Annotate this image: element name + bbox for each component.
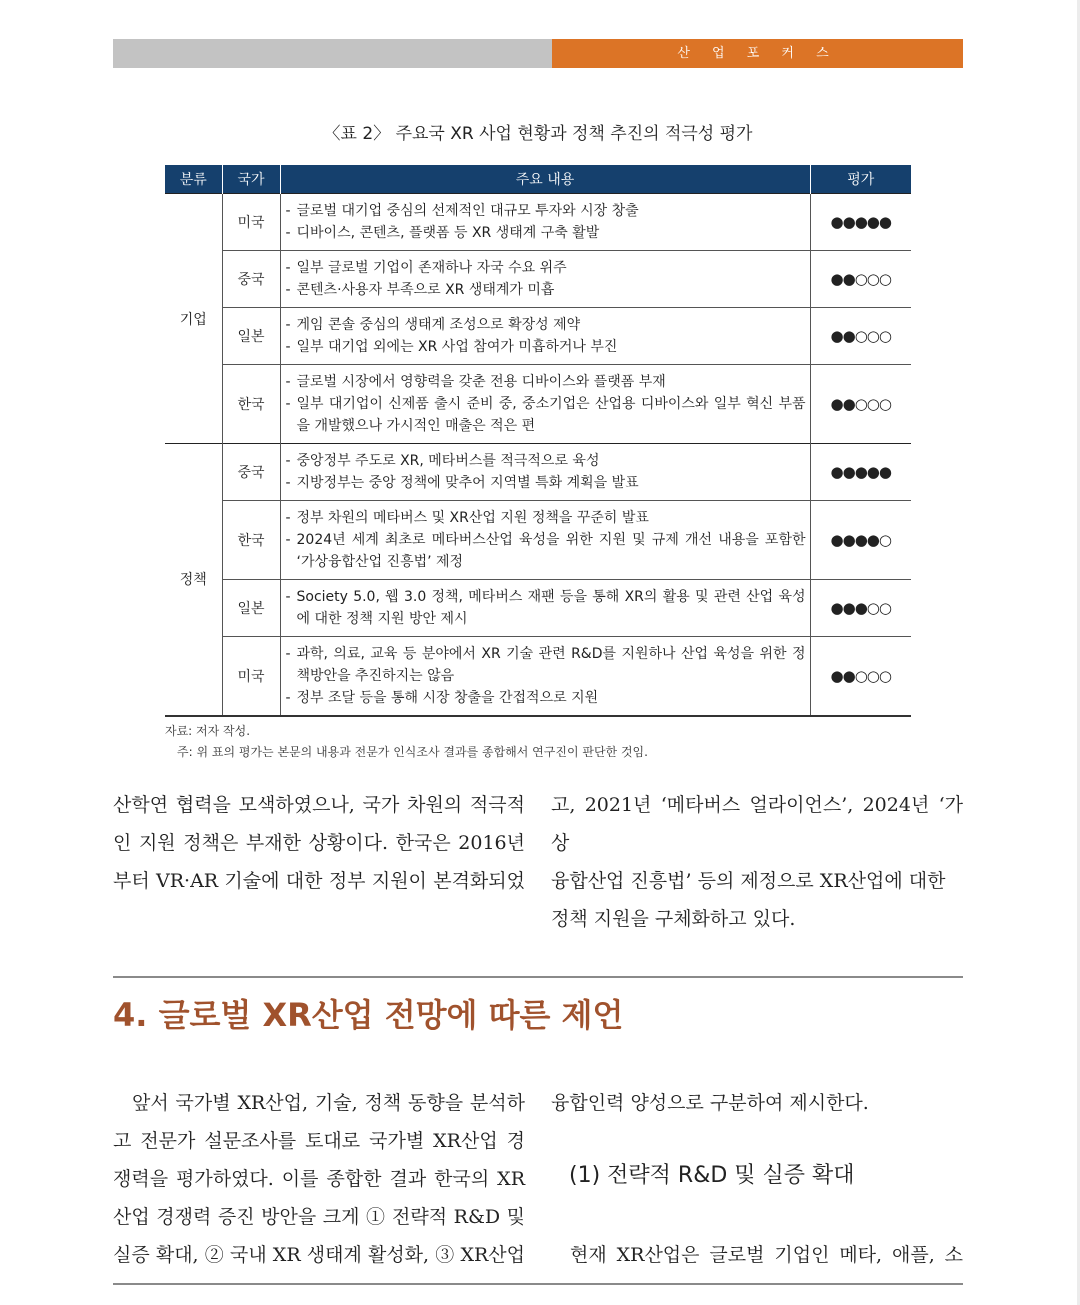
- rating-cell: ●●○○○: [810, 365, 911, 444]
- xr-evaluation-table: [165, 165, 911, 717]
- text-line: 현재 XR산업은 글로벌 기업인 메타, 애플, 소: [570, 1244, 963, 1266]
- section-divider: [113, 976, 963, 978]
- country-cell: 미국: [222, 637, 280, 716]
- content-cell: - 중앙정부 주도로 XR, 메타버스를 적극적으로 육성 - 지방정부는 중앙 정책에 맞추어 지역별 특화 계획을 발표: [280, 444, 810, 501]
- content-item: 글로벌 시장에서 영향력을 갖춘 전용 디바이스와 플랫폼 부재: [296, 374, 666, 390]
- table-row: [165, 251, 911, 308]
- content-item: 일부 글로벌 기업이 존재하나 자국 수요 위주: [296, 260, 567, 276]
- content-item: 일부 대기업이 신제품 출시 준비 중, 중소기업은 산업용 디바이스와 일부 혁신 부품을 개발했으나 가시적인 매출은 적은 편: [296, 396, 806, 434]
- content-cell: - 정부 차원의 메타버스 및 XR산업 지원 정책을 꾸준히 발표 - 2024년 세계 최초로 메타버스산업 육성을 위한 지원 및 규제 개선 내용을 포함한 ‘가상융합산업 진흥법’ 제정: [280, 501, 810, 580]
- text-line: 산학연 협력을 모색하였으나, 국가 차원의 적극적: [113, 794, 525, 816]
- header-rating: 평가: [810, 165, 911, 194]
- content-item: 정부 조달 등을 통해 시장 창출을 간접적으로 지원: [296, 689, 599, 706]
- table-row: [165, 365, 911, 444]
- country-cell: 한국: [222, 365, 280, 444]
- content-item: 글로벌 대기업 중심의 선제적인 대규모 투자와 시장 창출: [296, 203, 639, 219]
- content-item: 중앙정부 주도로 XR, 메타버스를 적극적으로 육성: [296, 453, 600, 469]
- content-cell: - 과학, 의료, 교육 등 분야에서 XR 기술 관련 R&D를 지원하나 산업 육성을 위한 정책방안을 추진하지는 않음 - 정부 조달 등을 통해 시장 창출을 간접적으로 지원: [280, 637, 810, 716]
- rating-cell: ●●●●●: [810, 444, 911, 501]
- country-cell: 미국: [222, 194, 280, 251]
- rating-cell: ●●●○○: [810, 580, 911, 637]
- text-line: 융합산업 진흥법’ 등의 제정으로 XR산업에 대한: [551, 870, 946, 892]
- content-item: 과학, 의료, 교육 등 분야에서 XR 기술 관련 R&D를 지원하나 산업 육성을 위한 정책방안을 추진하지는 않음: [296, 645, 806, 684]
- header-bar: [113, 39, 552, 68]
- country-cell: 일본: [222, 580, 280, 637]
- content-item: 지방정부는 중앙 정책에 맞추어 지역별 특화 계획을 발표: [296, 475, 639, 491]
- text-line: 고 전문가 설문조사를 토대로 국가별 XR산업 경: [113, 1130, 525, 1152]
- table-row: [165, 194, 911, 251]
- text-line: 쟁력을 평가하였다. 이를 종합한 결과 한국의 XR: [113, 1168, 525, 1190]
- text-line: 정책 지원을 구체화하고 있다.: [551, 908, 796, 930]
- section-text-left: [113, 1084, 525, 1274]
- country-cell: 한국: [222, 501, 280, 580]
- section-label: 산 업 포 커 스: [552, 39, 963, 68]
- header-category: 분류: [165, 165, 222, 194]
- content-cell: - 글로벌 시장에서 영향력을 갖춘 전용 디바이스와 플랫폼 부재 - 일부 대기업이 신제품 출시 준비 중, 중소기업은 산업용 디바이스와 일부 혁신 부품을 개발했으나 가시적인 매출은 적은 편: [280, 365, 810, 444]
- body-text-left: [113, 786, 525, 900]
- table-caption: 〈표 2〉 주요국 XR 사업 현황과 정책 추진의 적극성 평가: [323, 124, 753, 144]
- text-line: 앞서 국가별 XR산업, 기술, 정책 동향을 분석하: [132, 1092, 525, 1114]
- rating-cell: ●●○○○: [810, 637, 911, 716]
- rating-cell: ●●○○○: [810, 308, 911, 365]
- content-item: 2024년 세계 최초로 메타버스산업 육성을 위한 지원 및 규제 개선 내용을 포함한 ‘가상융합산업 진흥법’ 제정: [296, 532, 806, 570]
- content-item: 콘텐츠·사용자 부족으로 XR 생태계가 미흡: [296, 282, 555, 298]
- section-heading: 4. 글로벌 XR산업 전망에 따른 제언: [113, 996, 624, 1034]
- category-cell: 정책: [165, 444, 222, 716]
- section-text-right-top: [551, 1084, 963, 1122]
- table-row: [165, 580, 911, 637]
- country-cell: 일본: [222, 308, 280, 365]
- table-row: [165, 308, 911, 365]
- table-note: 주: 위 표의 평가는 본문의 내용과 전문가 인식조사 결과를 종합해서 연구진이 판단한 것임.: [177, 745, 648, 759]
- rating-cell: ●●○○○: [810, 251, 911, 308]
- text-line: 인 지원 정책은 부재한 상황이다. 한국은 2016년: [113, 832, 525, 854]
- rating-cell: ●●●●○: [810, 501, 911, 580]
- content-item: Society 5.0, 웹 3.0 정책, 메타버스 재팬 등을 통해 XR의 활용 및 관련 산업 육성에 대한 정책 지원 방안 제시: [296, 589, 806, 627]
- table-source: 자료: 저자 작성.: [165, 724, 251, 738]
- text-line: 고, 2021년 ‘메타버스 얼라이언스’, 2024년 ‘가상: [551, 794, 963, 854]
- content-item: 디바이스, 콘텐츠, 플랫폼 등 XR 생태계 구축 활발: [296, 225, 600, 241]
- content-cell: - Society 5.0, 웹 3.0 정책, 메타버스 재팬 등을 통해 XR의 활용 및 관련 산업 육성에 대한 정책 지원 방안 제시: [280, 580, 810, 637]
- content-item: 일부 대기업 외에는 XR 사업 참여가 미흡하거나 부진: [296, 339, 618, 355]
- content-cell: - 글로벌 대기업 중심의 선제적인 대규모 투자와 시장 창출 - 디바이스, 콘텐츠, 플랫폼 등 XR 생태계 구축 활발: [280, 194, 810, 251]
- country-cell: 중국: [222, 251, 280, 308]
- footer-divider: [113, 1283, 963, 1285]
- content-cell: - 게임 콘솔 중심의 생태계 조성으로 확장성 제약 - 일부 대기업 외에는 XR 사업 참여가 미흡하거나 부진: [280, 308, 810, 365]
- text-line: 산업 경쟁력 증진 방안을 크게 ① 전략적 R&D 및: [113, 1206, 525, 1228]
- content-item: 게임 콘솔 중심의 생태계 조성으로 확장성 제약: [296, 317, 581, 333]
- rating-cell: ●●●●●: [810, 194, 911, 251]
- text-line: 실증 확대, ② 국내 XR 생태계 활성화, ③ XR산업: [113, 1244, 525, 1266]
- content-cell: - 일부 글로벌 기업이 존재하나 자국 수요 위주 - 콘텐츠·사용자 부족으로 XR 생태계가 미흡: [280, 251, 810, 308]
- category-cell: 기업: [165, 194, 222, 444]
- section-text-right-bottom: [551, 1236, 963, 1274]
- content-item: 정부 차원의 메타버스 및 XR산업 지원 정책을 꾸준히 발표: [296, 510, 649, 526]
- text-line: 부터 VR·AR 기술에 대한 정부 지원이 본격화되었: [113, 870, 525, 892]
- country-cell: 중국: [222, 444, 280, 501]
- table-row: [165, 637, 911, 716]
- subheading: (1) 전략적 R&D 및 실증 확대: [569, 1163, 855, 1188]
- body-text-right: [551, 786, 963, 938]
- text-line: 융합인력 양성으로 구분하여 제시한다.: [551, 1092, 869, 1114]
- table-row: [165, 444, 911, 501]
- table-row: [165, 501, 911, 580]
- header-country: 국가: [222, 165, 280, 194]
- header-content: 주요 내용: [280, 165, 810, 194]
